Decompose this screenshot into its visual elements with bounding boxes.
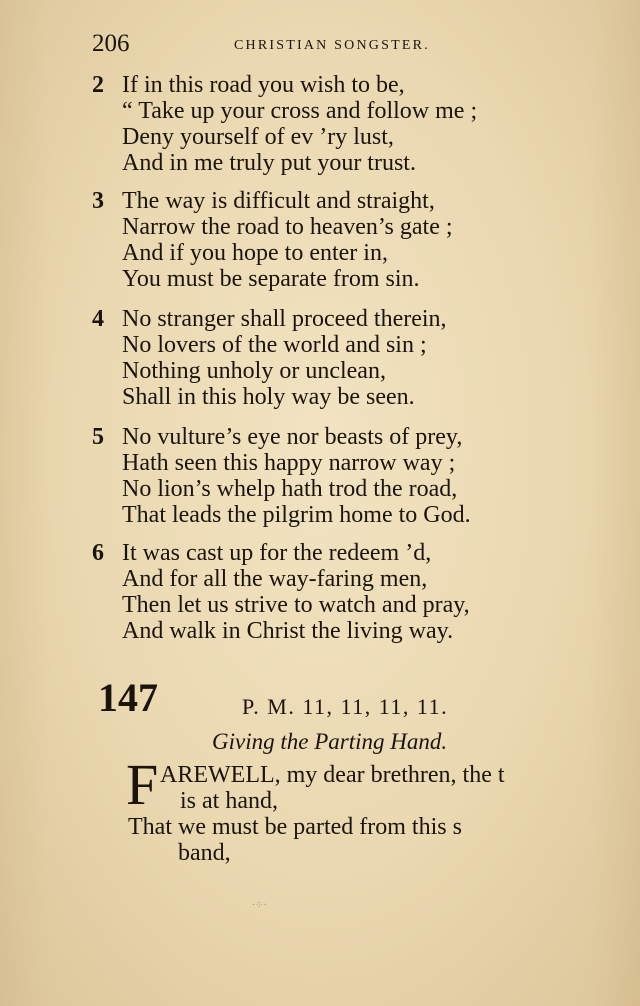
stanza [92, 424, 592, 528]
stanza-number: 4 [92, 306, 104, 332]
page-number: 206 [92, 30, 130, 57]
stanza [92, 540, 592, 644]
verse-line: No lion’s whelp hath trod the road, [122, 476, 458, 502]
verse-line: And in me truly put your trust. [122, 150, 416, 176]
hymn-meter: P. M. 11, 11, 11, 11. [242, 694, 449, 719]
verse-line: Shall in this holy way be seen. [122, 384, 415, 410]
stanza-number: 6 [92, 540, 104, 566]
verse-line: Narrow the road to heaven’s gate ; [122, 214, 453, 240]
verse-line: It was cast up for the redeem ’d, [122, 540, 432, 566]
stanza [92, 306, 592, 410]
drop-cap: F [126, 752, 159, 817]
stanza-number: 2 [92, 72, 104, 98]
verse-line: No stranger shall proceed therein, [122, 306, 447, 332]
hymn-title: Giving the Parting Hand. [212, 729, 448, 754]
verse-line: And for all the way-faring men, [122, 566, 428, 592]
verse-line: The way is difficult and straight, [122, 188, 435, 214]
hymn-number: 147 [98, 675, 158, 720]
stanza-number: 3 [92, 188, 104, 214]
verse-line: Deny yourself of ev ’ry lust, [122, 124, 394, 150]
stanza-number: 5 [92, 424, 104, 450]
verse-line: And walk in Christ the living way. [122, 618, 454, 644]
verse-line: That leads the pilgrim home to God. [122, 502, 471, 528]
verse-line: If in this road you wish to be, [122, 72, 405, 98]
verse-line: That we must be parted from this s [128, 814, 462, 840]
stanza [92, 72, 592, 176]
verse-line: AREWELL, my dear brethren, the t [160, 762, 505, 788]
verse-line: No vulture’s eye nor beasts of prey, [122, 424, 463, 450]
stanza [92, 188, 592, 292]
page-header [92, 30, 612, 60]
verse-line: Nothing unholy or unclean, [122, 358, 386, 384]
verse-line: And if you hope to enter in, [122, 240, 388, 266]
verse-line: Then let us strive to watch and pray, [122, 592, 470, 618]
ink-speck: ·⁘· [252, 900, 267, 911]
verse-line: Hath seen this happy narrow way ; [122, 450, 456, 476]
verse-line: band, [178, 840, 231, 866]
verse-line: “ Take up your cross and follow me ; [122, 98, 478, 124]
running-title: CHRISTIAN SONGSTER. [234, 38, 430, 53]
verse-line: is at hand, [180, 788, 278, 814]
verse-line: You must be separate from sin. [122, 266, 420, 292]
verse-line: No lovers of the world and sin ; [122, 332, 427, 358]
